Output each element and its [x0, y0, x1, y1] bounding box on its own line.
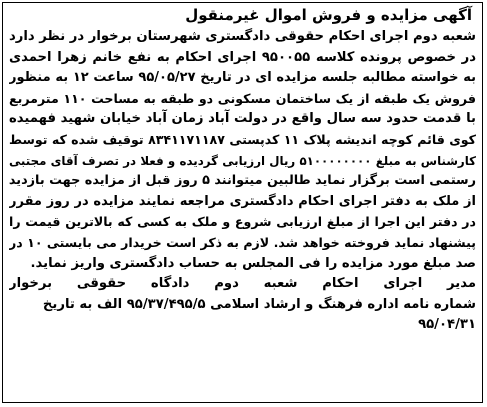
body-line: با قدمت حدود سه سال واقع در دولت آباد زمان آباد خیابان شهید فهمیده [9, 111, 476, 127]
body-line: شعبه دوم اجرای احکام حقوقی دادگستری شهرستان برخوار در نظر دارد [9, 29, 476, 44]
body-line: از ملک به دفتر اجرای احکام دادگستری مراجعه نمایند مزایده در روز مقرر [9, 193, 476, 209]
notice-footer [3, 274, 482, 336]
signatory-line: مدیر اجرای احکام شعبه دوم دادگاه حقوقی برخوار [9, 276, 476, 292]
letter-number-line: شماره نامه اداره فرهنگ و ارشاد اسلامی ۹۵/۳۷/۴۹۵/۵ الف به تاریخ [42, 296, 476, 312]
body-line: در دفتر این اجرا از مبلغ ارزیابی شروع و ملک به کسی که بالاترین قیمت را [9, 214, 476, 230]
body-line: در خصوص پرونده کلاسه ۹۵۰۰۵۵ اجرای احکام به نفع خانم زهرا احمدی [9, 49, 476, 65]
legal-notice [2, 2, 483, 403]
letter-date-line: ۹۵/۰۴/۳۱ [418, 317, 476, 333]
body-line: کارشناس به مبلغ ۵۱۰۰۰۰۰۰۰۰ ریال ارزیابی گردیده و فعلا در تصرف آقای مجتبی [9, 153, 476, 168]
body-line: به خواسته مطالبه جلسه مزایده ای در تاریخ ۹۵/۰۵/۲۷ ساعت ۱۲ به منظور [9, 70, 476, 86]
body-line: صد مبلغ مورد مزایده را فی المجلس به حساب دادگستری واریز نماید. [30, 255, 476, 271]
body-line: رستمی است برگزار نماید طالبین میتوانند ۵ روز قبل از مزایده جهت بازدید [9, 173, 476, 189]
notice-body [3, 27, 482, 274]
body-line: فروش یک طبقه از یک ساختمان مسکونی دو طبقه به مساحت ۱۱۰ مترمربع [9, 90, 476, 106]
body-line: پیشنهاد نماید فروخته خواهد شد. لازم به ذکر است خریدار می بایستی ۱۰ در [9, 234, 476, 250]
body-line: کوی قائم کوچه اندیشه پلاک ۱۱ کدپستی ۸۳۴۱۱۷۱۱۸۷ توقیف شده که توسط [9, 131, 476, 147]
notice-title: آگهی مزایده و فروش اموال غیرمنقول [185, 6, 472, 24]
